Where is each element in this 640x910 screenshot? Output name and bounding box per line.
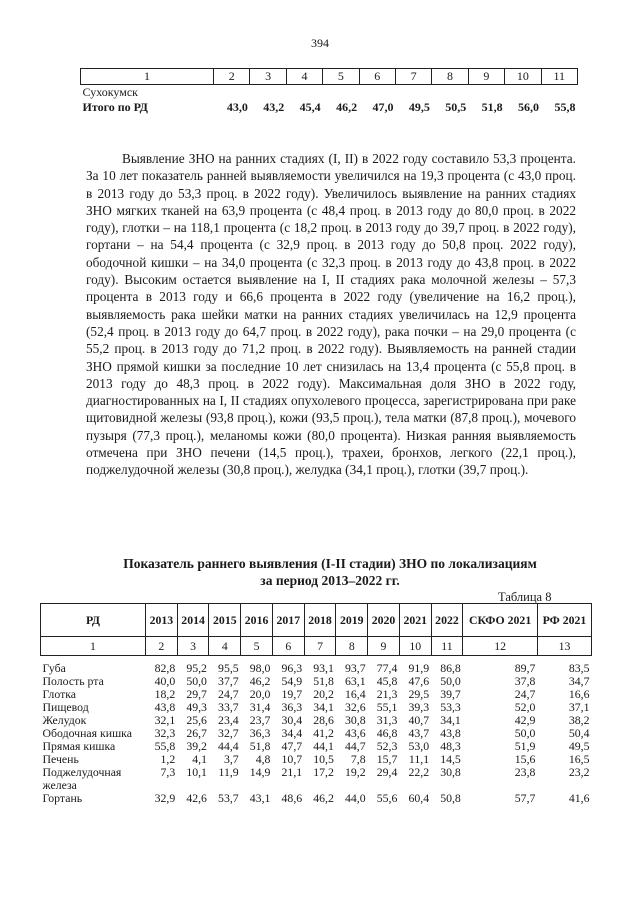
main-table-number-cell: 4 <box>209 637 241 656</box>
value-cell: 36,3 <box>249 726 271 740</box>
value-cell: 39,3 <box>408 700 430 714</box>
value-cell: 40,7 <box>408 713 430 727</box>
value-cell: 93,1 <box>313 661 334 675</box>
value-cell: 43,8 <box>440 726 461 740</box>
value-cell: 77,4 <box>376 661 398 675</box>
value-cell: 53,0 <box>408 739 430 753</box>
main-table-header-cell: СКФО 2021 <box>463 604 538 637</box>
main-table-header-cell: 2014 <box>177 604 209 637</box>
cell: 51,8 <box>481 100 503 114</box>
localization-name: Пищевод <box>42 700 89 714</box>
cell: 46,2 <box>336 100 358 114</box>
table-title-line: Показатель раннего выявления (I-II стадии) ЗНО по локализациям <box>123 556 537 571</box>
main-table-header-cell: 2019 <box>336 604 368 637</box>
value-cell: 50,0 <box>514 726 536 740</box>
value-cell: 98,0 <box>249 661 271 675</box>
value-cell: 29,4 <box>376 765 398 779</box>
value-cell: 23,7 <box>249 713 271 727</box>
value-cell: 28,6 <box>313 713 334 727</box>
value-cell: 51,8 <box>249 739 271 753</box>
value-cell: 10,7 <box>281 752 303 766</box>
localization-name: Губа <box>42 661 66 675</box>
main-table-header-cell: 2015 <box>209 604 241 637</box>
value-cell: 55,8 <box>154 739 176 753</box>
value-cell: 4,8 <box>255 752 271 766</box>
value-cell: 39,2 <box>186 739 207 753</box>
main-table-number-cell: 5 <box>241 637 273 656</box>
value-cell: 47,7 <box>281 739 303 753</box>
value-cell: 44,1 <box>313 739 334 753</box>
top-table-header-cell: 7 <box>395 69 431 85</box>
row-label: Итого по РД <box>82 100 148 114</box>
top-table-header-cell: 10 <box>505 69 541 85</box>
main-table-number-cell: 13 <box>537 637 591 656</box>
value-cell: 57,7 <box>514 791 536 805</box>
top-table-header-cell: 4 <box>286 69 322 85</box>
main-table-header-cell: РФ 2021 <box>537 604 591 637</box>
value-cell: 49,3 <box>186 700 207 714</box>
value-cell: 29,7 <box>186 687 207 701</box>
value-cell: 34,4 <box>281 726 303 740</box>
main-table-number-cell: 8 <box>336 637 368 656</box>
value-cell: 33,7 <box>218 700 239 714</box>
table-label: Таблица 8 <box>498 590 552 604</box>
value-cell: 14,5 <box>440 752 461 766</box>
top-table-header-cell: 1 <box>81 69 214 85</box>
value-cell: 43,1 <box>249 791 271 805</box>
value-cell: 32,9 <box>154 791 176 805</box>
value-cell: 51,8 <box>313 674 334 688</box>
localization-name: Ободочная кишка <box>42 726 132 740</box>
value-cell: 44,4 <box>218 739 239 753</box>
localization-name: Печень <box>42 752 79 766</box>
value-cell: 34,1 <box>440 713 461 727</box>
value-cell: 86,8 <box>440 661 461 675</box>
main-table-number-cell: 1 <box>41 637 146 656</box>
localization-name: Полость рта <box>42 674 104 688</box>
value-cell: 83,5 <box>568 661 590 675</box>
value-cell: 29,5 <box>408 687 430 701</box>
main-table-header-row <box>41 604 592 637</box>
top-table-header-cell: 2 <box>214 69 250 85</box>
main-table-number-cell: 10 <box>399 637 431 656</box>
cell: 50,5 <box>445 100 467 114</box>
value-cell: 55,1 <box>376 700 398 714</box>
value-cell: 7,3 <box>160 765 176 779</box>
top-table-header-cell: 3 <box>250 69 286 85</box>
value-cell: 16,4 <box>344 687 366 701</box>
cell <box>286 85 322 101</box>
value-cell: 37,8 <box>514 674 536 688</box>
value-cell: 34,1 <box>313 700 334 714</box>
value-cell: 23,8 <box>514 765 536 779</box>
cell: 43,2 <box>263 100 285 114</box>
value-cell: 3,7 <box>223 752 239 766</box>
value-cell: 17,2 <box>313 765 334 779</box>
value-cell: 50,4 <box>568 726 590 740</box>
value-cell: 63,1 <box>344 674 366 688</box>
value-cell: 89,7 <box>514 661 536 675</box>
value-cell: 43,8 <box>154 700 176 714</box>
value-cell: 91,9 <box>408 661 430 675</box>
cell: 45,4 <box>299 100 321 114</box>
page-number: 394 <box>311 36 329 50</box>
main-table-header-cell: 2020 <box>368 604 400 637</box>
main-table-header-cell: РД <box>41 604 146 637</box>
value-cell: 48,6 <box>281 791 303 805</box>
value-cell: 4,1 <box>192 752 207 766</box>
main-table-header-cell: 2017 <box>272 604 304 637</box>
top-table-header-cell: 11 <box>541 69 577 85</box>
value-cell: 31,4 <box>249 700 271 714</box>
value-cell: 43,7 <box>408 726 430 740</box>
value-cell: 32,6 <box>344 700 366 714</box>
value-cell: 82,8 <box>154 661 176 675</box>
localization-name: Желудок <box>42 713 87 727</box>
cell: 49,5 <box>408 100 430 114</box>
value-cell: 41,6 <box>568 791 590 805</box>
value-cell: 1,2 <box>160 752 176 766</box>
value-cell: 53,7 <box>218 791 239 805</box>
value-cell: 21,3 <box>376 687 398 701</box>
value-cell: 7,8 <box>350 752 366 766</box>
table-row <box>41 792 592 805</box>
localization-name: Глотка <box>42 687 77 701</box>
value-cell: 60,4 <box>408 791 430 805</box>
value-cell: 38,2 <box>568 713 590 727</box>
value-cell: 43,6 <box>344 726 366 740</box>
value-cell: 51,9 <box>514 739 536 753</box>
value-cell: 32,3 <box>154 726 176 740</box>
value-cell: 30,8 <box>344 713 366 727</box>
top-table-header-cell: 8 <box>432 69 468 85</box>
value-cell: 24,7 <box>514 687 536 701</box>
main-table-header-cell: 2013 <box>146 604 178 637</box>
main-table-number-row <box>41 637 592 656</box>
value-cell: 52,0 <box>514 700 536 714</box>
cell <box>395 85 431 101</box>
value-cell: 23,2 <box>568 765 590 779</box>
cell: 43,0 <box>226 100 248 114</box>
value-cell: 45,8 <box>376 674 398 688</box>
table-row-total <box>81 100 578 115</box>
value-cell: 50,0 <box>440 674 461 688</box>
main-table-number-cell: 6 <box>272 637 304 656</box>
value-cell: 50,0 <box>186 674 207 688</box>
value-cell: 21,1 <box>281 765 303 779</box>
table-row <box>41 766 592 792</box>
value-cell: 15,7 <box>376 752 398 766</box>
value-cell: 26,7 <box>186 726 207 740</box>
value-cell: 11,9 <box>218 765 239 779</box>
top-table-header-cell: 9 <box>468 69 504 85</box>
value-cell: 50,8 <box>440 791 461 805</box>
value-cell: 16,6 <box>568 687 590 701</box>
value-cell: 19,2 <box>344 765 366 779</box>
main-table-header-cell: 2018 <box>304 604 336 637</box>
value-cell: 16,5 <box>568 752 590 766</box>
value-cell: 23,4 <box>218 713 239 727</box>
cell: 47,0 <box>372 100 394 114</box>
value-cell: 22,2 <box>408 765 430 779</box>
value-cell: 46,2 <box>313 791 334 805</box>
row-label: Сухокумск <box>82 85 138 99</box>
value-cell: 20,2 <box>313 687 334 701</box>
main-table-number-cell: 3 <box>177 637 209 656</box>
value-cell: 11,1 <box>408 752 430 766</box>
main-table-number-cell: 12 <box>463 637 538 656</box>
value-cell: 19,7 <box>281 687 303 701</box>
body-paragraph: Выявление ЗНО на ранних стадиях (I, II) в 2022 году составило 53,3 процента. За 10 лет показатель ранней выявляемости увеличился на 19,3 процента (с 43,0 проц. в 2013 году до 53,3 проц. в 2022 году). Увеличилось выявление на ранних стадиях ЗНО мягких тканей на 63,9 процента (с 48,4 проц. в 2013 году до 80,0 проц. в 2022 году), глотки – на 118,1 процента (с 18,2 проц. в 2013 году до 39,7 проц. в 2022 году), гортани – на 54,4 процента (с 32,9 проц. в 2013 году до 50,8 проц. 2022 году), ободочной кишки – на 34,0 процента (с 32,3 проц. в 2013 году до 43,8 проц. в 2022 году). Высоким остается выявление на I, II стадиях рака молочной железы – 57,3 процента в 2013 году и 66,6 процента в 2022 году (увеличение на 16,2 проц.), выявляемость рака шейки матки на ранних стадиях увеличилась на 12,9 процента (52,4 проц. в 2013 году до 64,7 проц. в 2022 году), рака почки – на 29,0 процента (с 55,2 проц. в 2013 году до 71,2 проц. в 2022 году). Выявляемость на ранней стадии ЗНО прямой кишки за последние 10 лет снизилась на 13,4 процента (с 55,8 проц. в 2013 году до 48,3 проц. в 2022 году). Максимальная доля ЗНО в 2022 году, диагностированных на I, II стадиях опухолевого процесса, зарегистрирована при раке щитовидной железы (93,8 проц.), кожи (93,5 проц.), тела матки (87,8 проц.), мочевого пузыря (77,3 проц.), меланомы кожи (80,0 процента). Низкая ранняя выявляемость отмечена при ЗНО печени (14,5 проц.), трахеи, бронхов, легкого (22,1 проц.), поджелудочной железы (30,8 проц.), желудка (34,1 проц.), глотки (39,7 проц.). <box>86 151 576 478</box>
value-cell: 39,7 <box>440 687 461 701</box>
value-cell: 20,0 <box>249 687 271 701</box>
localization-name: Поджелудочная железа <box>42 765 122 792</box>
value-cell: 32,7 <box>218 726 239 740</box>
cell <box>541 85 577 101</box>
value-cell: 47,6 <box>408 674 430 688</box>
cell <box>505 85 541 101</box>
value-cell: 54,9 <box>281 674 303 688</box>
cell <box>214 85 250 101</box>
value-cell: 46,2 <box>249 674 271 688</box>
table-row <box>81 85 578 101</box>
cell <box>468 85 504 101</box>
value-cell: 30,4 <box>281 713 303 727</box>
localization-name: Гортань <box>42 791 83 805</box>
value-cell: 18,2 <box>154 687 176 701</box>
cell: 56,0 <box>518 100 540 114</box>
value-cell: 44,7 <box>344 739 366 753</box>
value-cell: 30,8 <box>440 765 461 779</box>
value-cell: 42,6 <box>186 791 207 805</box>
value-cell: 37,7 <box>218 674 239 688</box>
value-cell: 25,6 <box>186 713 207 727</box>
value-cell: 49,5 <box>568 739 590 753</box>
top-table-header-cell: 5 <box>323 69 359 85</box>
value-cell: 10,5 <box>313 752 334 766</box>
main-table-number-cell: 2 <box>146 637 178 656</box>
table-title-line: за период 2013–2022 гг. <box>260 573 400 588</box>
value-cell: 31,3 <box>376 713 398 727</box>
value-cell: 10,1 <box>186 765 207 779</box>
top-table-header-row <box>81 69 578 85</box>
cell <box>432 85 468 101</box>
cell: 55,8 <box>554 100 576 114</box>
value-cell: 40,0 <box>154 674 176 688</box>
main-table-number-cell: 7 <box>304 637 336 656</box>
main-table-header-cell: 2016 <box>241 604 273 637</box>
value-cell: 24,7 <box>218 687 239 701</box>
main-table-number-cell: 11 <box>431 637 463 656</box>
main-table-header-cell: 2021 <box>399 604 431 637</box>
main-table-body <box>41 662 592 805</box>
value-cell: 42,9 <box>514 713 536 727</box>
value-cell: 32,1 <box>154 713 176 727</box>
value-cell: 48,3 <box>440 739 461 753</box>
value-cell: 14,9 <box>249 765 271 779</box>
top-table-header-cell: 6 <box>359 69 395 85</box>
value-cell: 44,0 <box>344 791 366 805</box>
main-table <box>40 603 592 805</box>
value-cell: 53,3 <box>440 700 461 714</box>
value-cell: 55,6 <box>376 791 398 805</box>
value-cell: 46,8 <box>376 726 398 740</box>
top-table <box>80 68 578 115</box>
value-cell: 41,2 <box>313 726 334 740</box>
value-cell: 52,3 <box>376 739 398 753</box>
value-cell: 96,3 <box>281 661 303 675</box>
table-title <box>80 555 580 589</box>
value-cell: 95,2 <box>186 661 207 675</box>
localization-name: Прямая кишка <box>42 739 116 753</box>
value-cell: 37,1 <box>568 700 590 714</box>
value-cell: 36,3 <box>281 700 303 714</box>
value-cell: 34,7 <box>568 674 590 688</box>
value-cell: 95,5 <box>218 661 239 675</box>
main-table-number-cell: 9 <box>368 637 400 656</box>
cell <box>323 85 359 101</box>
value-cell: 15,6 <box>514 752 536 766</box>
cell <box>359 85 395 101</box>
cell <box>250 85 286 101</box>
value-cell: 93,7 <box>344 661 366 675</box>
main-table-header-cell: 2022 <box>431 604 463 637</box>
